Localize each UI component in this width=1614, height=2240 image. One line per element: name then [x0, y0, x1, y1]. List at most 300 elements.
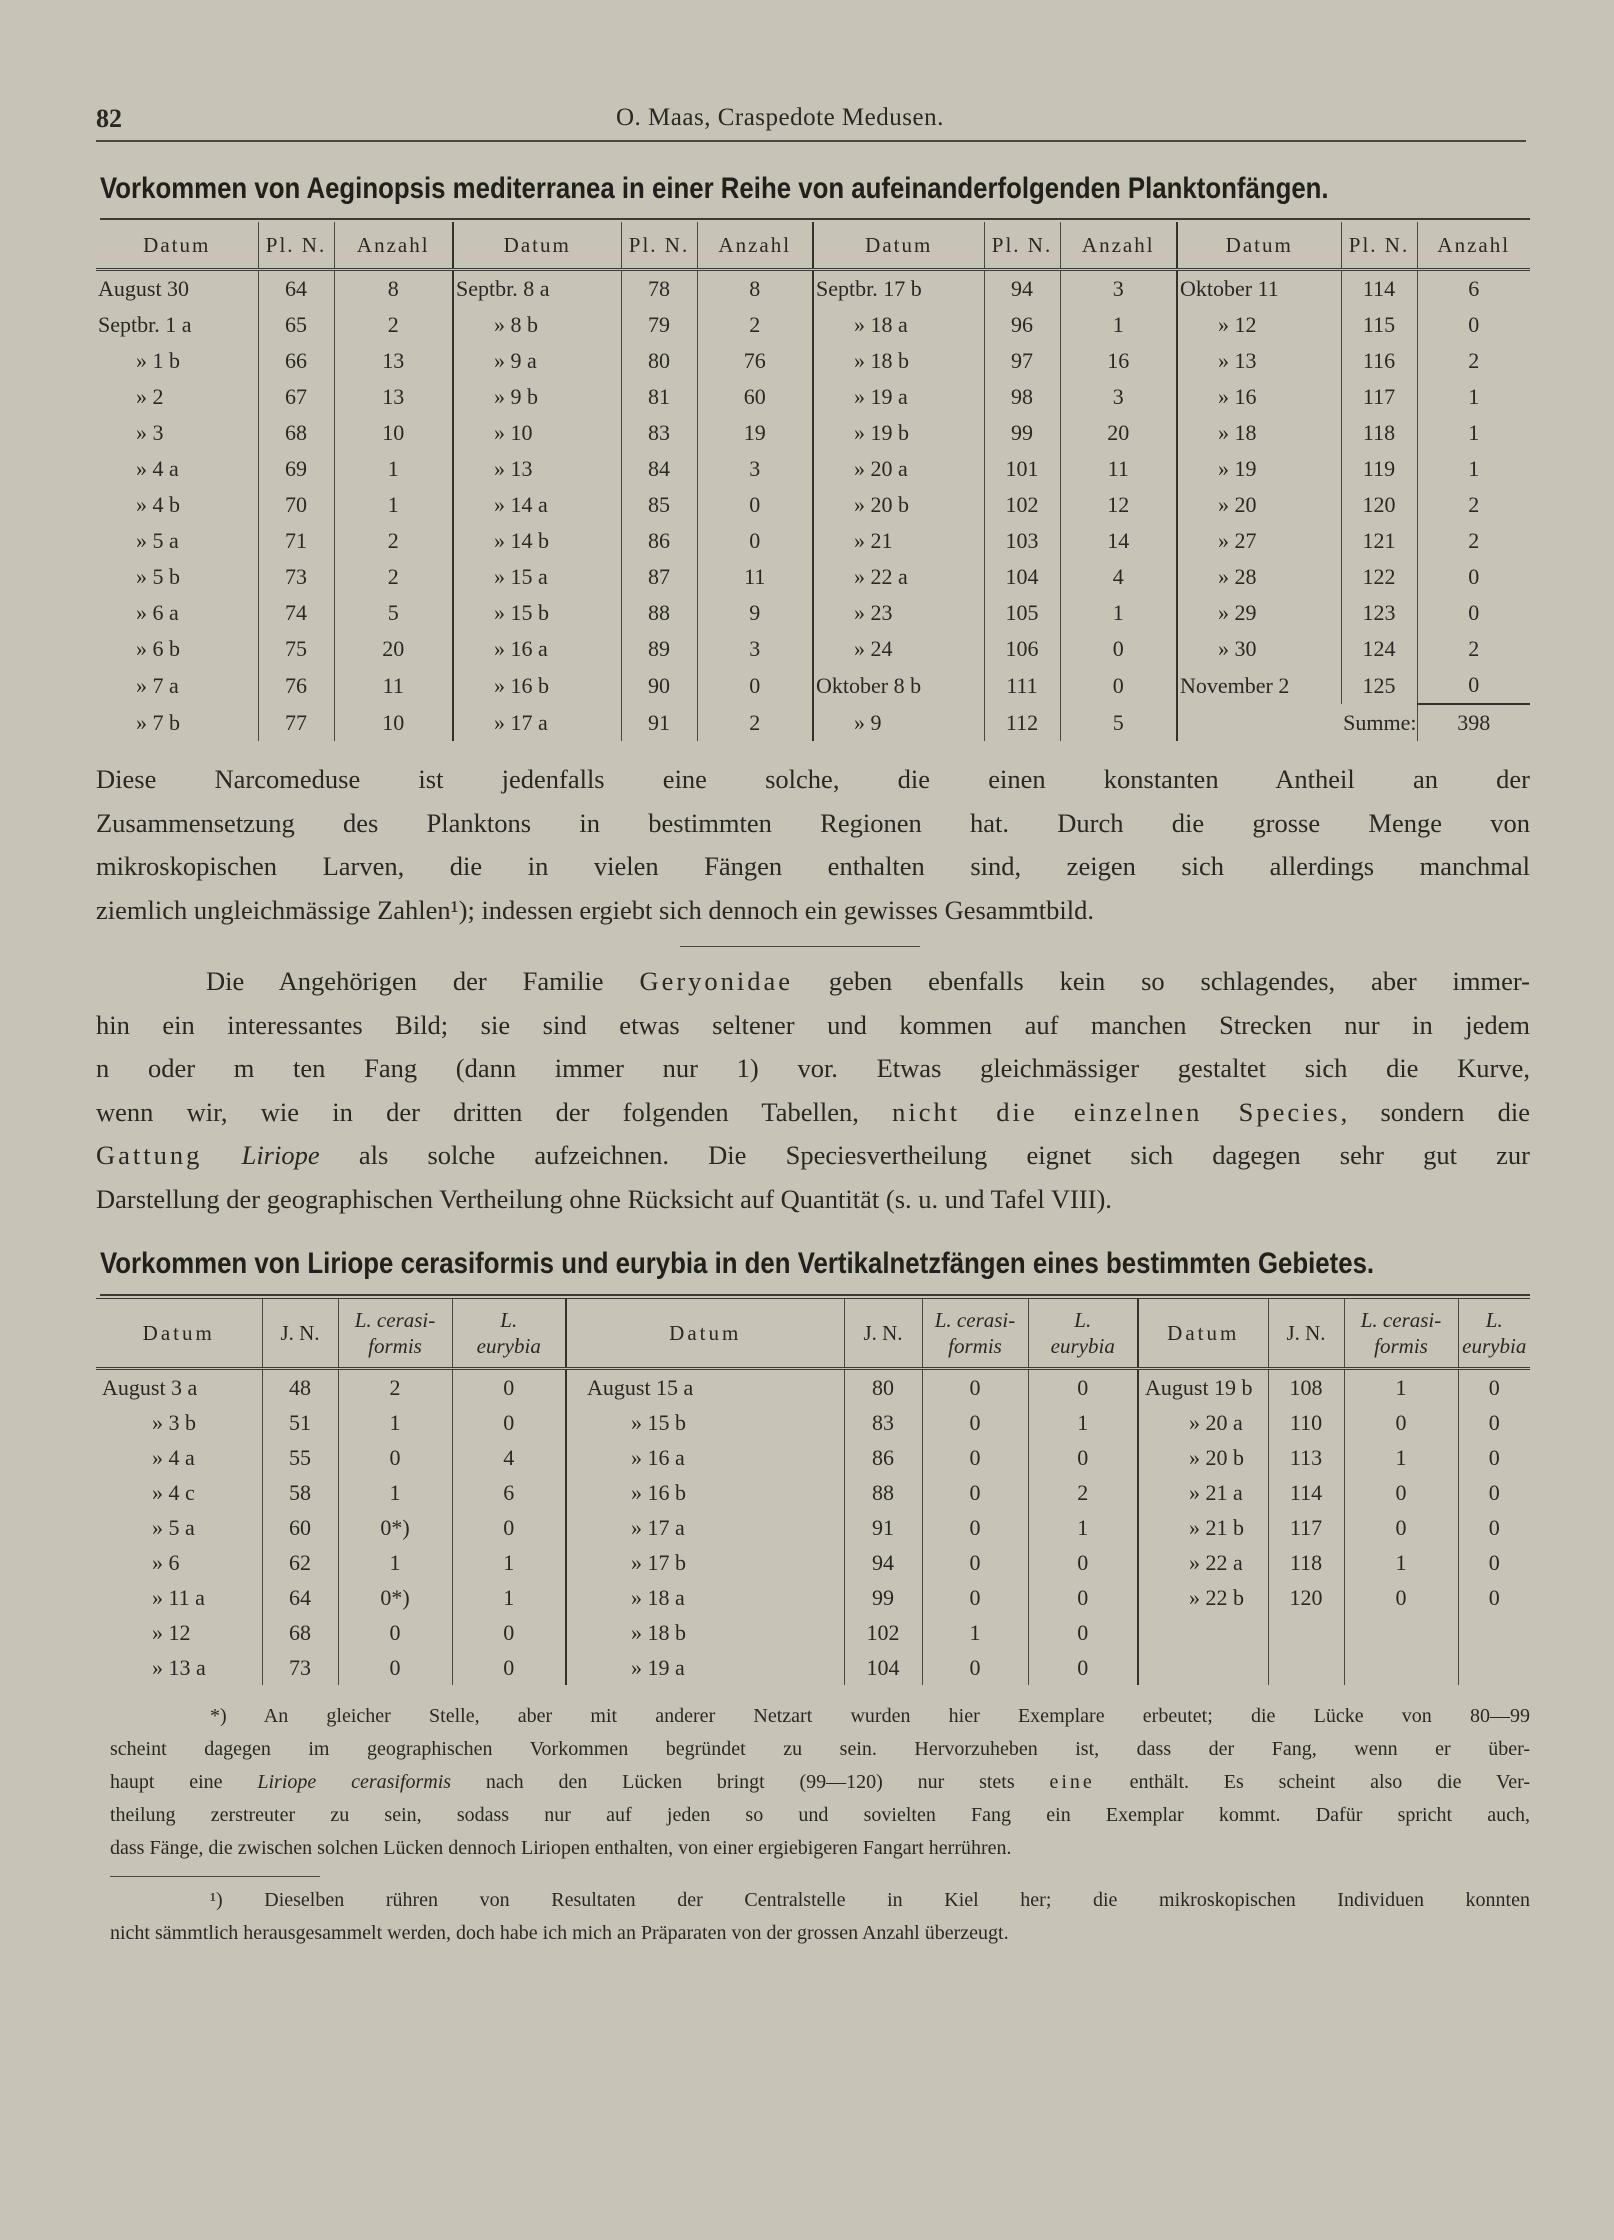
- running-title: O. Maas, Craspedote Medusen.: [616, 104, 944, 131]
- table-row: [96, 307, 1530, 343]
- cell-date: » 23: [813, 595, 984, 631]
- cell-date: » 16 b: [566, 1475, 844, 1510]
- cell-eurybia: 0: [1028, 1580, 1138, 1615]
- cell-anzahl: 2: [1417, 523, 1530, 559]
- note-line: theilung zerstreuter zu sein, sodass nur auf jeden so und sovielten Fang ein Exemplar kommt. Dafür spricht auch,: [110, 1804, 1530, 1826]
- cell-eurybia: 0: [1028, 1615, 1138, 1650]
- paragraph-geryonidae: [96, 960, 1530, 1221]
- cell-pl-n: 64: [258, 270, 334, 308]
- cell-date: » 20 b: [1138, 1440, 1268, 1475]
- cell-date: » 11 a: [152, 1584, 205, 1610]
- table-row: [96, 1369, 1530, 1406]
- emphasis: Gattung: [96, 1140, 203, 1170]
- table-row: [96, 1615, 1530, 1650]
- table-row: [96, 1580, 1530, 1615]
- cell-date: Septbr. 1 a: [98, 312, 192, 337]
- cell-date: » 20: [1177, 487, 1341, 523]
- cell-pl-n: 69: [258, 451, 334, 487]
- paragraph-line: Darstellung der geographischen Vertheilung ohne Rücksicht auf Quantität (s. u. und Tafel VIII).: [96, 1183, 1112, 1214]
- header-text: L.: [1485, 1308, 1503, 1332]
- header-text: formis: [368, 1334, 422, 1358]
- header-text: L. cerasi-: [934, 1308, 1016, 1332]
- table-row: [96, 559, 1530, 595]
- cell-eurybia: 0: [1028, 1545, 1138, 1580]
- cell-date: » 18 a: [813, 307, 984, 343]
- cell-eurybia: 0: [1458, 1580, 1530, 1615]
- table-row: [96, 1440, 1530, 1475]
- cell-date: » 12: [152, 1619, 191, 1645]
- cell-pl-n: 105: [984, 595, 1060, 631]
- cell-date: » 19 a: [813, 379, 984, 415]
- cell-pl-n: 111: [984, 667, 1060, 704]
- text-run: Die Angehörigen der Familie: [206, 966, 640, 996]
- cell-anzahl: 13: [334, 343, 453, 379]
- cell-date: » 22 b: [1138, 1580, 1268, 1615]
- cell-anzahl: 11: [697, 559, 813, 595]
- cell-pl-n: 102: [984, 487, 1060, 523]
- cell-pl-n: 84: [621, 451, 697, 487]
- cell-date: » 17 a: [566, 1510, 844, 1545]
- table-row: [96, 595, 1530, 631]
- cell-anzahl: 2: [697, 704, 813, 741]
- cell-pl-n: 71: [258, 523, 334, 559]
- cell-eurybia: 1: [452, 1580, 566, 1615]
- cell-anzahl: 0: [1060, 631, 1177, 667]
- summe-value: 398: [1417, 704, 1530, 741]
- column-header-datum: Datum: [1177, 222, 1341, 270]
- header-text: L. cerasi-: [1360, 1308, 1442, 1332]
- table-row: [96, 667, 1530, 704]
- cell-anzahl: 2: [334, 307, 453, 343]
- cell-anzahl: 0: [1417, 307, 1530, 343]
- cell-cerasiformis: 0: [1344, 1475, 1458, 1510]
- table-note: [110, 1700, 1530, 1865]
- cell-date: » 5 b: [136, 564, 180, 589]
- species-name: Liriope cerasiformis: [257, 1771, 452, 1793]
- cell-anzahl: 10: [334, 704, 453, 741]
- cell-date: » 19 b: [813, 415, 984, 451]
- aeginopsis-header-row: [96, 222, 1530, 270]
- cell-jn: 48: [262, 1369, 338, 1406]
- header-text: eurybia: [1462, 1334, 1527, 1358]
- cell-date: » 16: [1177, 379, 1341, 415]
- cell-cerasiformis: 0: [922, 1545, 1028, 1580]
- cell-jn: 108: [1268, 1369, 1344, 1406]
- cell-pl-n: 91: [621, 704, 697, 741]
- cell-anzahl: 13: [334, 379, 453, 415]
- cell-anzahl: 76: [697, 343, 813, 379]
- table-row: [96, 379, 1530, 415]
- cell-date: » 18 b: [566, 1615, 844, 1650]
- cell-date: » 3: [136, 420, 164, 445]
- table1-title: Vorkommen von Aeginopsis mediterranea in einer Reihe von aufeinanderfolgenden Planktonfängen.: [100, 172, 1329, 205]
- cell-anzahl: 2: [697, 307, 813, 343]
- cell-anzahl: 9: [697, 595, 813, 631]
- cell-cerasiformis: 2: [338, 1369, 452, 1406]
- cell-cerasiformis: 0*): [338, 1510, 452, 1545]
- column-header-eurybia: [452, 1299, 566, 1369]
- cell-date: » 28: [1177, 559, 1341, 595]
- column-header-cerasiformis: [338, 1299, 452, 1369]
- cell-anzahl: 1: [1417, 415, 1530, 451]
- cell-pl-n: 103: [984, 523, 1060, 559]
- cell-pl-n: 86: [621, 523, 697, 559]
- cell-date: » 15 b: [453, 595, 621, 631]
- cell-date: » 16 b: [453, 667, 621, 704]
- table-row: [96, 523, 1530, 559]
- note-line: *) An gleicher Stelle, aber mit anderer Netzart wurden hier Exemplare erbeutet; die Lücke von 80—99: [210, 1705, 1530, 1727]
- cell-date: » 22 a: [813, 559, 984, 595]
- cell-eurybia: 0: [1028, 1440, 1138, 1475]
- running-head: [96, 100, 1526, 142]
- cell-anzahl: 0: [1417, 595, 1530, 631]
- cell-pl-n: 75: [258, 631, 334, 667]
- cell-anzahl: 12: [1060, 487, 1177, 523]
- text-run: wenn wir, wie in der dritten der folgenden Tabellen,: [96, 1096, 893, 1127]
- cell-date: » 9 b: [453, 379, 621, 415]
- column-header-datum: Datum: [453, 222, 621, 270]
- cell-date: » 4 b: [136, 492, 180, 517]
- table-row: [96, 1405, 1530, 1440]
- cell-eurybia: 1: [1028, 1405, 1138, 1440]
- cell-cerasiformis: 0: [922, 1475, 1028, 1510]
- cell-cerasiformis: 1: [338, 1475, 452, 1510]
- cell-pl-n: 94: [984, 270, 1060, 308]
- header-text: Datum: [142, 1321, 215, 1345]
- cell-cerasiformis: [1344, 1615, 1458, 1650]
- cell-eurybia: 6: [452, 1475, 566, 1510]
- cell-anzahl: 11: [334, 667, 453, 704]
- cell-pl-n: 70: [258, 487, 334, 523]
- footnote-line: ¹) Dieselben rühren von Resultaten der Centralstelle in Kiel her; die mikroskopischen Individuen konnten: [210, 1889, 1530, 1911]
- cell-pl-n: 65: [258, 307, 334, 343]
- column-header-jn: [262, 1299, 338, 1369]
- cell-pl-n: 125: [1341, 667, 1417, 704]
- column-header-anzahl: Anzahl: [1417, 222, 1530, 270]
- table2-top-rule: [100, 1294, 1530, 1296]
- cell-anzahl: 16: [1060, 343, 1177, 379]
- cell-pl-n: 97: [984, 343, 1060, 379]
- cell-jn: 73: [262, 1650, 338, 1685]
- cell-jn: 114: [1268, 1475, 1344, 1510]
- cell-cerasiformis: 0: [1344, 1510, 1458, 1545]
- cell-cerasiformis: 1: [338, 1545, 452, 1580]
- cell-anzahl: 0: [697, 487, 813, 523]
- header-text: eurybia: [1050, 1334, 1115, 1358]
- cell-cerasiformis: 0: [338, 1440, 452, 1475]
- cell-eurybia: 0: [1458, 1369, 1530, 1406]
- cell-date: » 6: [152, 1549, 180, 1575]
- cell-eurybia: 0: [1028, 1369, 1138, 1406]
- section-divider: [680, 946, 920, 947]
- cell-jn: 68: [262, 1615, 338, 1650]
- header-text: L. cerasi-: [354, 1308, 436, 1332]
- cell-eurybia: 0: [1458, 1440, 1530, 1475]
- cell-date: [1138, 1650, 1268, 1685]
- cell-pl-n: 120: [1341, 487, 1417, 523]
- cell-date: » 7 b: [136, 709, 180, 735]
- cell-pl-n: 121: [1341, 523, 1417, 559]
- cell-jn: [1268, 1650, 1344, 1685]
- paragraph-line: [96, 960, 1530, 1004]
- header-text: eurybia: [476, 1334, 541, 1358]
- table-row: [96, 270, 1530, 308]
- cell-date: » 9: [813, 704, 984, 741]
- cell-date: » 3 b: [152, 1409, 196, 1435]
- cell-anzahl: 0: [697, 667, 813, 704]
- cell-date: » 6 b: [136, 636, 180, 661]
- cell-pl-n: 78: [621, 270, 697, 308]
- cell-anzahl: 1: [1060, 595, 1177, 631]
- table-row: [96, 487, 1530, 523]
- cell-date: August 3 a: [102, 1374, 198, 1400]
- cell-cerasiformis: 0: [1344, 1405, 1458, 1440]
- cell-anzahl: 14: [1060, 523, 1177, 559]
- cell-date: » 4 a: [152, 1444, 195, 1470]
- cell-anzahl: 3: [697, 451, 813, 487]
- cell-date: » 21 a: [1138, 1475, 1268, 1510]
- note-line: dass Fänge, die zwischen solchen Lücken dennoch Liriopen enthalten, von einer ergiebigeren Fangart herrühren.: [110, 1837, 1012, 1859]
- cell-date: » 19: [1177, 451, 1341, 487]
- cell-anzahl: 2: [1417, 631, 1530, 667]
- text-run: geben ebenfalls kein so schlagendes, aber immer-: [793, 966, 1530, 996]
- cell-cerasiformis: 0: [1344, 1580, 1458, 1615]
- cell-eurybia: 0: [452, 1650, 566, 1685]
- cell-eurybia: 0: [1458, 1510, 1530, 1545]
- cell-anzahl: 3: [1060, 379, 1177, 415]
- table-row: [96, 451, 1530, 487]
- table-row: [96, 1545, 1530, 1580]
- cell-pl-n: 114: [1341, 270, 1417, 308]
- cell-anzahl: 1: [1060, 307, 1177, 343]
- cell-date: » 5 a: [136, 528, 179, 553]
- cell-cerasiformis: 1: [1344, 1440, 1458, 1475]
- cell-date: » 21 b: [1138, 1510, 1268, 1545]
- cell-jn: 58: [262, 1475, 338, 1510]
- header-text: J. N.: [1286, 1321, 1326, 1345]
- cell-date: Septbr. 17 b: [813, 270, 984, 308]
- column-header-anzahl: Anzahl: [1060, 222, 1177, 270]
- column-header-datum: Datum: [813, 222, 984, 270]
- paragraph-line: [96, 1134, 1530, 1178]
- summe-label: Summe:: [1177, 704, 1417, 741]
- cell-anzahl: 3: [697, 631, 813, 667]
- cell-date: » 15 a: [453, 559, 621, 595]
- cell-date: » 13: [1177, 343, 1341, 379]
- note-line: scheint dagegen im geographischen Vorkommen begründet zu sein. Hervorzuheben ist, dass der Fang, wenn er über-: [110, 1738, 1530, 1760]
- column-header-datum: [96, 1299, 262, 1369]
- cell-date: » 1 b: [136, 348, 180, 373]
- column-header-datum: Datum: [96, 222, 258, 270]
- cell-cerasiformis: 1: [1344, 1369, 1458, 1406]
- cell-date: » 8 b: [453, 307, 621, 343]
- text-run: enthält. Es scheint also die Ver-: [1094, 1771, 1530, 1793]
- cell-anzahl: 1: [334, 487, 453, 523]
- cell-eurybia: 1: [452, 1545, 566, 1580]
- table-row: [96, 1475, 1530, 1510]
- cell-anzahl: 5: [1060, 704, 1177, 741]
- table1-top-rule: [100, 218, 1530, 220]
- header-text: L.: [1074, 1308, 1092, 1332]
- cell-date: » 20 b: [813, 487, 984, 523]
- page-number: 82: [96, 104, 122, 133]
- table-row: [96, 704, 1530, 741]
- cell-date: » 22 a: [1138, 1545, 1268, 1580]
- cell-cerasiformis: 0: [338, 1615, 452, 1650]
- cell-jn: 91: [844, 1510, 922, 1545]
- paragraph-line: n oder m ten Fang (dann immer nur 1) vor. Etwas gleichmässiger gestaltet sich die Kurve,: [96, 1053, 1530, 1083]
- column-header-pl-n: Pl. N.: [984, 222, 1060, 270]
- cell-anzahl: 0: [697, 523, 813, 559]
- cell-anzahl: 1: [1417, 379, 1530, 415]
- cell-anzahl: 0: [1060, 667, 1177, 704]
- cell-pl-n: 83: [621, 415, 697, 451]
- cell-pl-n: 74: [258, 595, 334, 631]
- cell-date: Oktober 11: [1177, 270, 1341, 308]
- column-header-pl-n: Pl. N.: [1341, 222, 1417, 270]
- cell-pl-n: 90: [621, 667, 697, 704]
- cell-date: » 7 a: [136, 672, 179, 698]
- paragraph-line: [96, 1091, 1530, 1135]
- cell-date: » 10: [453, 415, 621, 451]
- cell-cerasiformis: 0: [922, 1510, 1028, 1545]
- cell-jn: 86: [844, 1440, 922, 1475]
- cell-anzahl: 0: [1417, 559, 1530, 595]
- cell-date: August 15 a: [566, 1369, 844, 1406]
- genus-name: Liriope: [241, 1140, 320, 1170]
- cell-jn: 113: [1268, 1440, 1344, 1475]
- cell-date: » 2: [136, 384, 164, 409]
- cell-anzahl: 5: [334, 595, 453, 631]
- cell-date: August 19 b: [1138, 1369, 1268, 1406]
- cell-anzahl: 4: [1060, 559, 1177, 595]
- header-text: L.: [500, 1308, 518, 1332]
- column-header-cerasiformis: [922, 1299, 1028, 1369]
- cell-jn: 110: [1268, 1405, 1344, 1440]
- note-line: [110, 1766, 1530, 1799]
- cell-anzahl: 3: [1060, 270, 1177, 308]
- cell-jn: 88: [844, 1475, 922, 1510]
- cell-date: » 16 a: [566, 1440, 844, 1475]
- cell-date: August 30: [98, 276, 190, 301]
- cell-cerasiformis: 1: [922, 1615, 1028, 1650]
- cell-cerasiformis: 0*): [338, 1580, 452, 1615]
- cell-eurybia: 0: [1458, 1545, 1530, 1580]
- cell-pl-n: 96: [984, 307, 1060, 343]
- emphasis: nicht die einzelnen Species: [892, 1096, 1341, 1127]
- cell-jn: 64: [262, 1580, 338, 1615]
- cell-eurybia: 0: [1028, 1650, 1138, 1685]
- cell-date: » 20 a: [1138, 1405, 1268, 1440]
- paragraph-line: Diese Narcomeduse ist jedenfalls eine solche, die einen konstanten Antheil an der: [96, 764, 1530, 794]
- cell-anzahl: 2: [334, 523, 453, 559]
- cell-cerasiformis: 0: [922, 1440, 1028, 1475]
- cell-date: » 4 c: [152, 1479, 195, 1505]
- cell-jn: 99: [844, 1580, 922, 1615]
- cell-eurybia: 0: [1458, 1405, 1530, 1440]
- cell-date: » 12: [1177, 307, 1341, 343]
- cell-pl-n: 116: [1341, 343, 1417, 379]
- header-text: J. N.: [280, 1321, 320, 1345]
- cell-date: » 17 b: [566, 1545, 844, 1580]
- cell-cerasiformis: 0: [922, 1580, 1028, 1615]
- cell-date: » 21: [813, 523, 984, 559]
- cell-jn: 51: [262, 1405, 338, 1440]
- cell-pl-n: 99: [984, 415, 1060, 451]
- cell-anzahl: 2: [1417, 487, 1530, 523]
- emphasis: eine: [1049, 1771, 1095, 1793]
- cell-date: » 6 a: [136, 600, 179, 625]
- paragraph-narcomeduse: [96, 758, 1530, 932]
- cell-jn: 62: [262, 1545, 338, 1580]
- column-header-cerasiformis: [1344, 1299, 1458, 1369]
- cell-date: » 19 a: [566, 1650, 844, 1685]
- cell-date: » 17 a: [453, 704, 621, 741]
- cell-date: » 29: [1177, 595, 1341, 631]
- paragraph-line: hin ein interessantes Bild; sie sind etwas seltener und kommen auf manchen Strecken nur in jedem: [96, 1009, 1530, 1040]
- cell-date: [1138, 1615, 1268, 1650]
- aeginopsis-table: [96, 222, 1530, 741]
- header-text: formis: [948, 1334, 1002, 1358]
- cell-anzahl: 0: [1417, 667, 1530, 704]
- cell-eurybia: [1458, 1615, 1530, 1650]
- cell-date: » 16 a: [453, 631, 621, 667]
- header-text: J. N.: [863, 1321, 903, 1345]
- column-header-anzahl: Anzahl: [334, 222, 453, 270]
- cell-eurybia: 1: [1028, 1510, 1138, 1545]
- cell-date: » 14 a: [453, 487, 621, 523]
- cell-eurybia: 0: [452, 1615, 566, 1650]
- text-run: nach den Lücken bringt (99—120) nur stets: [451, 1771, 1050, 1793]
- column-header-eurybia: [1458, 1299, 1530, 1369]
- table-row: [96, 631, 1530, 667]
- header-text: formis: [1374, 1334, 1428, 1358]
- paragraph-line: Zusammensetzung des Planktons in bestimmten Regionen hat. Durch die grosse Menge von: [96, 807, 1530, 838]
- cell-date: » 5 a: [152, 1514, 195, 1540]
- column-header-pl-n: Pl. N.: [258, 222, 334, 270]
- cell-date: » 15 b: [566, 1405, 844, 1440]
- cell-pl-n: 112: [984, 704, 1060, 741]
- cell-pl-n: 66: [258, 343, 334, 379]
- cell-pl-n: 89: [621, 631, 697, 667]
- cell-pl-n: 124: [1341, 631, 1417, 667]
- cell-date: » 9 a: [453, 343, 621, 379]
- column-header-datum: [566, 1299, 844, 1369]
- cell-jn: 104: [844, 1650, 922, 1685]
- cell-date: » 20 a: [813, 451, 984, 487]
- text-run: haupt eine: [110, 1771, 258, 1793]
- cell-pl-n: 67: [258, 379, 334, 415]
- cell-pl-n: 106: [984, 631, 1060, 667]
- cell-eurybia: 0: [452, 1369, 566, 1406]
- cell-jn: 80: [844, 1369, 922, 1406]
- family-name: Geryonidae: [639, 966, 794, 996]
- column-header-jn: [1268, 1299, 1344, 1369]
- cell-jn: 117: [1268, 1510, 1344, 1545]
- cell-date: » 14 b: [453, 523, 621, 559]
- cell-pl-n: 87: [621, 559, 697, 595]
- liriope-header-row: [96, 1299, 1530, 1369]
- header-text: Datum: [669, 1321, 742, 1345]
- footnote: [110, 1884, 1530, 1950]
- cell-pl-n: 77: [258, 704, 334, 741]
- cell-pl-n: 79: [621, 307, 697, 343]
- cell-anzahl: 1: [1417, 451, 1530, 487]
- cell-date: November 2: [1177, 667, 1341, 704]
- paragraph-line: ziemlich ungleichmässige Zahlen¹); indessen ergiebt sich dennoch ein gewisses Gesammtbild.: [96, 894, 1095, 925]
- cell-pl-n: 123: [1341, 595, 1417, 631]
- cell-cerasiformis: 0: [922, 1405, 1028, 1440]
